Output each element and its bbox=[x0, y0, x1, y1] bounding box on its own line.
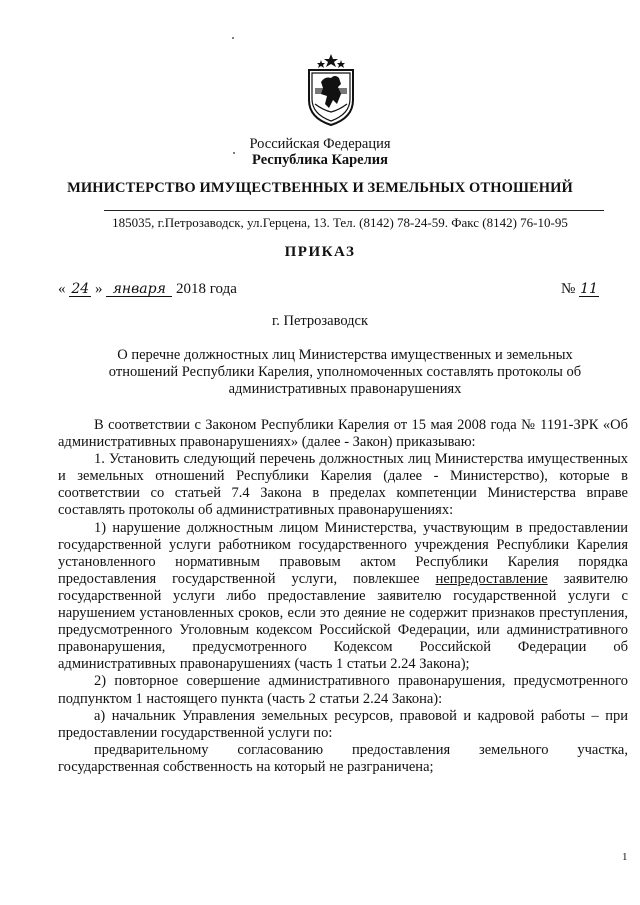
scan-speck bbox=[233, 152, 235, 154]
service-paragraph: предварительному согласованию предоставления земельного участка, государственная собственность на который не разграничена; bbox=[58, 741, 628, 775]
scan-speck bbox=[232, 37, 234, 39]
handwritten-month: января bbox=[106, 282, 172, 297]
ministry-contacts: 185035, г.Петрозаводск, ул.Герцена, 13. Тел. (8142) 78-24-59. Факс (8142) 76-10-95 bbox=[112, 215, 568, 230]
subitem-2-paragraph: 2) повторное совершение административного правонарушения, предусмотренного подпунктом 1 настоящего пункта (часть 2 статьи 2.24 Закона): bbox=[58, 673, 628, 707]
date-open-quote: « bbox=[58, 281, 66, 297]
country-name: Российская Федерация bbox=[249, 136, 391, 152]
republic-name: Республика Карелия bbox=[252, 152, 388, 168]
date-year: 2018 года bbox=[176, 281, 237, 297]
document-date bbox=[58, 281, 237, 298]
subitem-1-text-start: 1) нарушение должностным лицом Министерства, участвующим в предоставлении государственной услуги работником государственного учреждения Республики Карелия установленного нормативным правовым актом Республики Карелия порядка предоставления государственной услуги, повлекшее bbox=[58, 519, 628, 587]
handwritten-day: 24 bbox=[69, 282, 91, 297]
document-city: г. Петрозаводск bbox=[271, 313, 369, 329]
document-number bbox=[561, 281, 599, 298]
page-number: 1 bbox=[622, 851, 628, 863]
subitem-1-paragraph bbox=[58, 520, 628, 674]
document-subject: О перечне должностных лиц Министерства имущественных и земельных отношений Республики Карелия, уполномоченных составлять протоколы об административных правонарушениях bbox=[108, 347, 582, 397]
header-divider bbox=[104, 210, 604, 211]
document-body bbox=[58, 417, 628, 776]
subitem-a-paragraph: а) начальник Управления земельных ресурсов, правовой и кадровой работы – при предоставлении государственной услуги по: bbox=[58, 707, 628, 741]
date-close-quote: » bbox=[95, 281, 103, 297]
karelia-coat-of-arms-emblem bbox=[303, 54, 359, 126]
subitem-1-text-end: заявителю государственной услуги либо предоставление заявителю государственной услуги с нарушением установленных сроков, если это деяние не содержит признаков преступления, предусмотренного Уголовным кодексом Российской Федерации, или административного правонарушения, предусмотренного Кодексом Российской Федерации об административных правонарушениях (часть 1 статьи 2.24 Закона); bbox=[58, 570, 628, 673]
subitem-1-underlined-word: непредоставление bbox=[435, 570, 548, 587]
ministry-name: МИНИСТЕРСТВО ИМУЩЕСТВЕННЫХ И ЗЕМЕЛЬНЫХ ОТНОШЕНИЙ bbox=[67, 180, 573, 196]
document-type-title: ПРИКАЗ bbox=[284, 244, 356, 260]
preamble-paragraph: В соответствии с Законом Республики Карелия от 15 мая 2008 года № 1191-ЗРК «Об административных правонарушениях» (далее - Закон) приказываю: bbox=[58, 417, 628, 451]
handwritten-number: 11 bbox=[580, 281, 598, 297]
item-1-paragraph: 1. Установить следующий перечень должностных лиц Министерства имущественных и земельных отношений Республики Карелия (далее - Министерство), которые в соответствии со статьей 7.4 Закона в пределах компетенции Министерства вправе составлять протоколы об административных правонарушениях: bbox=[58, 451, 628, 519]
number-sign: № bbox=[561, 281, 576, 297]
